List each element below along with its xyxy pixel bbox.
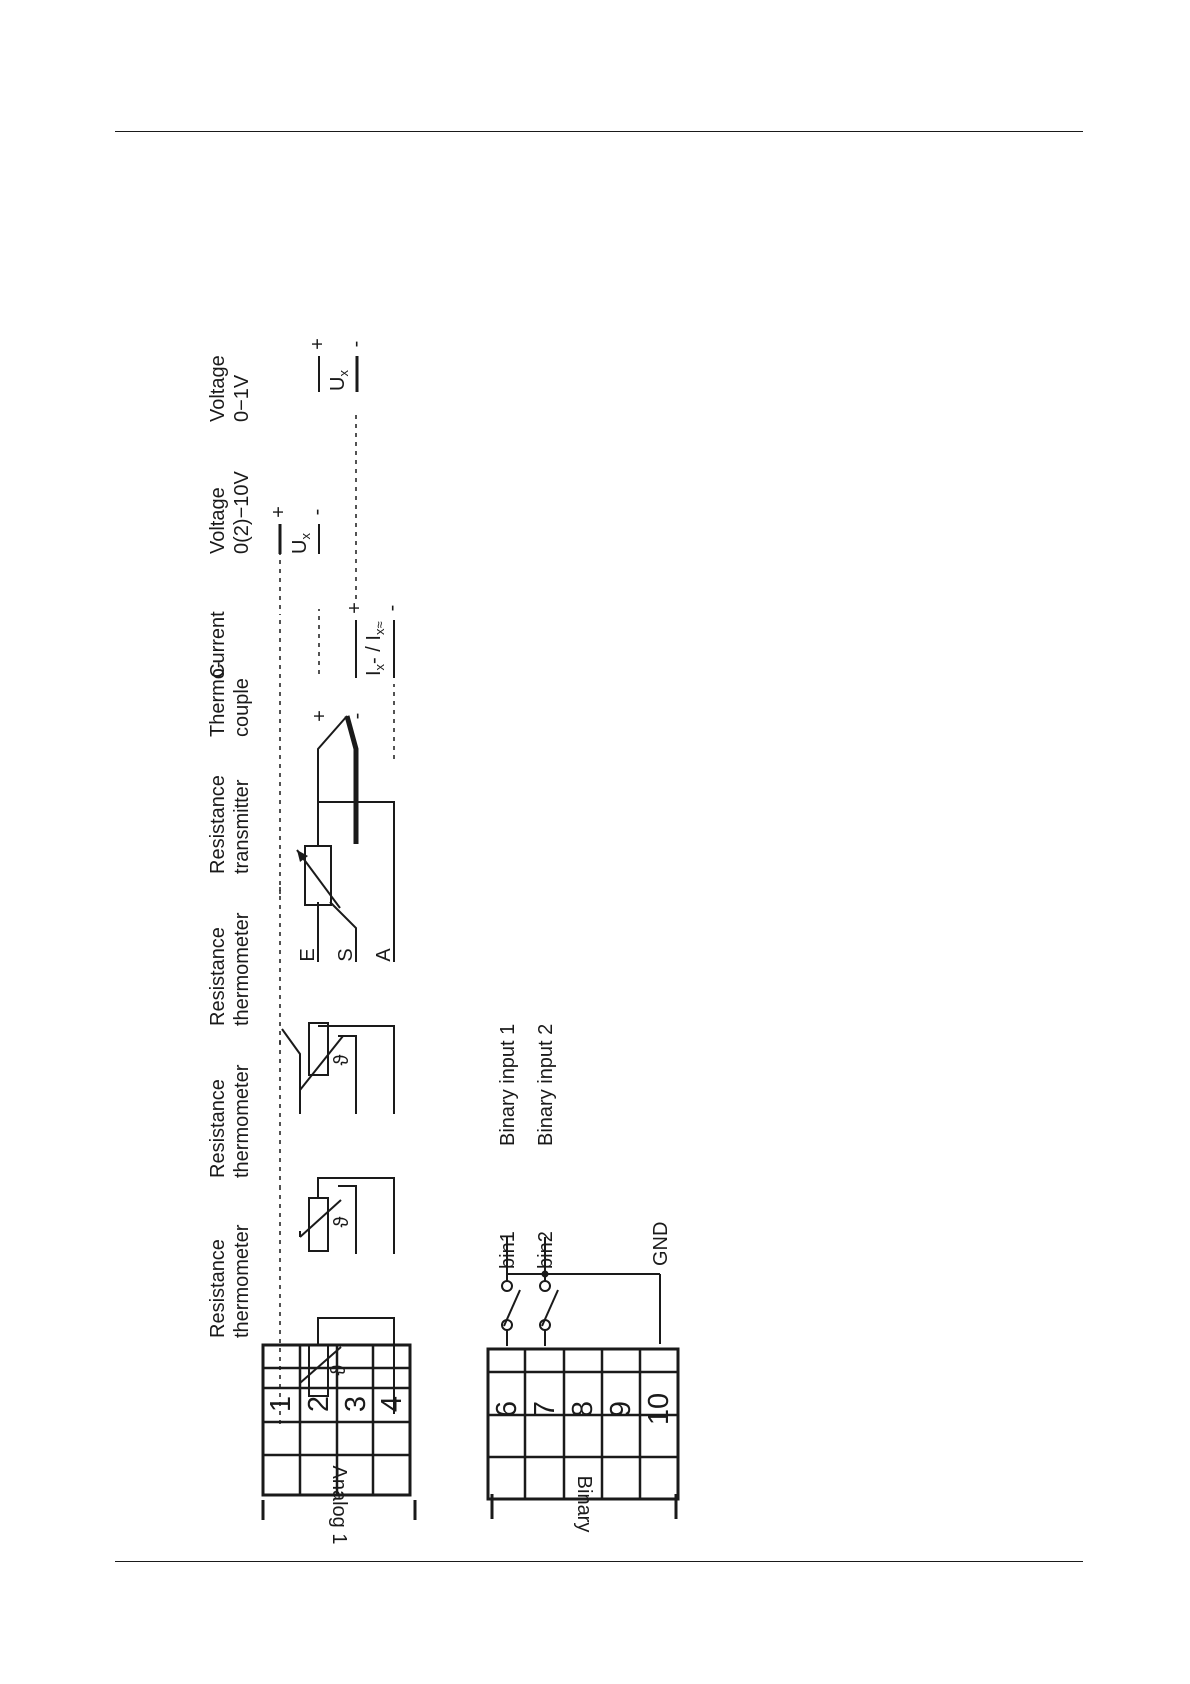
voltage-1v-plus: + [307, 338, 329, 350]
current-source-symbol [344, 602, 403, 678]
terminal-7: 7 [529, 1400, 561, 1418]
voltage-10v-minus: - [306, 508, 328, 516]
transmitter-e-label: E [297, 948, 319, 962]
voltage-10v-label: $U_x$ [289, 533, 313, 554]
sensor-2-line2: thermometer [231, 1064, 253, 1178]
resistance-transmitter-symbol [297, 802, 395, 962]
thermocouple-minus: - [346, 712, 368, 720]
sensor-6-line1: Current [207, 611, 229, 678]
terminal-8: 8 [567, 1400, 599, 1418]
terminal-9: 9 [605, 1400, 637, 1418]
terminal-3: 3 [340, 1395, 372, 1413]
theta-symbol-3: ϑ [331, 1054, 353, 1066]
bin1-label: bin1 [497, 1231, 519, 1269]
separators [280, 414, 394, 1424]
rtd-3wire-symbol [300, 1178, 394, 1254]
binary-terminal-strip [488, 1349, 678, 1532]
terminal-2: 2 [303, 1395, 335, 1413]
terminal-10: 10 [643, 1392, 675, 1426]
sensor-4-line2: transmitter [231, 779, 253, 874]
theta-symbol-1: ϑ [328, 1364, 350, 1376]
voltage-1v-symbol [307, 338, 367, 392]
terminal-1: 1 [265, 1395, 297, 1413]
sensor-8-line2: 0−1V [231, 374, 253, 422]
transmitter-s-label: S [335, 948, 357, 962]
sensor-1-line1: Resistance [207, 1239, 229, 1338]
gnd-label: GND [650, 1221, 672, 1266]
binary-input-2-label: Binary input 2 [535, 1023, 557, 1146]
sensor-4-line1: Resistance [207, 775, 229, 874]
sensor-7-line2: 0(2)−10V [231, 471, 253, 554]
terminal-4: 4 [376, 1395, 408, 1413]
thermocouple-plus: + [309, 710, 331, 722]
sensor-5-line1: Thermo- [207, 661, 229, 737]
sensor-7-line1: Voltage [207, 487, 229, 554]
voltage-1v-label: $U_x$ [327, 370, 351, 391]
terminal-6: 6 [491, 1400, 523, 1418]
rtd-4wire-symbol [282, 1023, 394, 1114]
sensor-3-line1: Resistance [207, 927, 229, 1026]
voltage-10v-plus: + [268, 506, 290, 518]
analog-group-label: Analog 1 [328, 1465, 350, 1545]
current-minus: - [381, 604, 403, 612]
sensor-labels [207, 355, 253, 1338]
transmitter-a-label: A [373, 948, 395, 962]
theta-symbol-2: ϑ [331, 1216, 353, 1228]
sensor-8-line1: Voltage [207, 355, 229, 422]
binary-wiring [497, 1024, 672, 1346]
bin2-label: bin2 [535, 1231, 557, 1269]
sensor-2-line1: Resistance [207, 1079, 229, 1178]
current-plus: + [344, 602, 366, 614]
voltage-10v-symbol [268, 506, 328, 554]
voltage-1v-minus: - [345, 340, 367, 348]
binary-group-label: Binary [573, 1475, 595, 1533]
binary-input-1-label: Binary input 1 [497, 1023, 519, 1146]
sensor-3-line2: thermometer [231, 912, 253, 1026]
current-label: $I_x- / I_{x\approx}$ [363, 621, 387, 676]
sensor-5-line2: couple [231, 678, 253, 737]
sensor-1-line2: thermometer [231, 1224, 253, 1338]
thermocouple-symbol [309, 710, 368, 844]
